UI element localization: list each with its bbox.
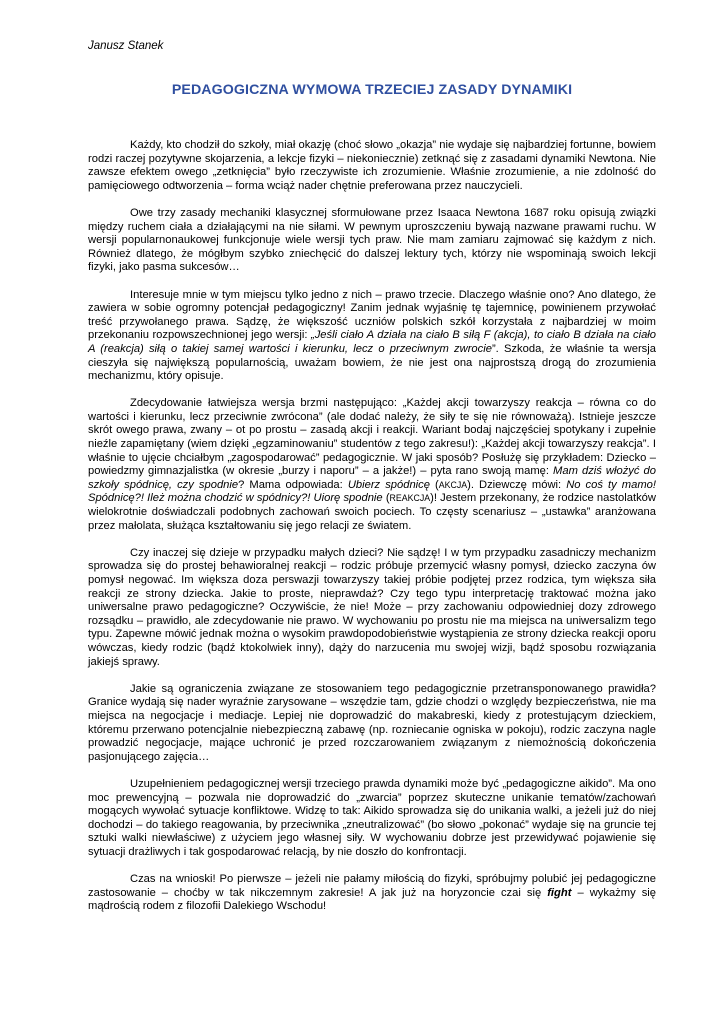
paragraph-4	[88, 397, 656, 533]
text-run: Uzupełnieniem pedagogicznej wersji trzeciego prawda dynamiki może być „pedagogiczne aikido”. Ma ono moc prewencyjną – pozwala nie doprowadzić do „zwarcia” poprzez skuteczne unikanie tematów/zachowań mogących wywołać sytuacje konfliktowe. Widzę to tak: Aikido sprowadza się do unikania walki, a jeżeli już do niej dochodzi – do takiego reagowania, by przeciwnika „zneutralizować” (bo słowo „pokonać” wydaje się na gruncie tej sztuki walki niewłaściwe) z użyciem jego własnej siły. W wychowaniu dobrze jest przewidywać pojawienie się sytuacji drażliwych i tak gospodarować relacją, by nie doszło do konfrontacji.	[88, 777, 656, 858]
text-run: (	[382, 492, 390, 505]
author-name: Janusz Stanek	[88, 40, 164, 52]
text-run: – wykażmy się mądrością rodem z filozofii Dalekiego Wschodu!	[88, 886, 657, 913]
text-run: Każdy, kto chodził do szkoły, miał okazję (choć słowo „okazja” nie wydaje się najbardziej fortunne, bowiem rodzi raczej pozytywne skojarzenia, a lekcje fizyki – niekoniecznie) zetknąć się z zasadami dynamiki Newtona. Nie zawsze efektem owego „zetknięcia” było rzeczywiste ich zrozumienie. Właśnie zrozumienie, a nie zdolność do pamięciowego odtworzenia – forma wciąż nader chętnie preferowana przez nauczycieli.	[88, 139, 656, 192]
text-run: „Jeśli ciało A działa na ciało B siłą F (akcja), to ciało B działa na ciało A (reakcja) siłą o takiej samej wartości i kierunku, lecz o przeciwnym zwrocie	[88, 329, 656, 355]
article-body	[88, 139, 656, 914]
text-run: fight	[547, 886, 572, 899]
paragraph-7	[88, 778, 656, 860]
text-run: Jakie są ograniczenia związane ze stosowaniem tego pedagogicznie przetransponowanego prawidła? Granice wydają się nader wyraźnie zarysowane – wszędzie tam, gdzie chodzi o względy bezpieczeństwa, nie ma miejsca na negocjacje i mediacje. Lepiej nie doprowadzić do makabreski, kiedy z protestującym dzieckiem, któremu przerwano potencjalnie niebezpieczną zabawę (np. rozniecanie ogniska w pokoju), rodzic zaczyna nagle prowadzić negocjacje, mające uchronić je przed rozczarowaniem związanym z niemożnością dokończenia pasjonującego zajęcia…	[88, 682, 656, 763]
text-run: Mam dziś włożyć do szkoły spódnicę, czy spodnie	[88, 465, 656, 491]
text-run: No coś ty mamo! Spódnicę?! Ileż można chodzić w spódnicy?! Uiorę spodnie	[88, 478, 656, 505]
document-title: PEDAGOGICZNA WYMOWA TRZECIEJ ZASADY DYNAMIKI	[171, 82, 573, 98]
text-run: REAKCJA	[389, 493, 431, 504]
text-run: )! Jestem przekonany, że rodzice nastolatków wielokrotnie doświadczali podobnych zachowań swoich pociech. To częsty scenariusz – „ustawka” aranżowana przez małolata, służąca kształtowaniu się jego relacji ze światem.	[88, 492, 656, 532]
text-run: AKCJA	[438, 479, 468, 490]
text-run: Ubierz spódnicę	[347, 478, 430, 491]
paragraph-2	[88, 207, 656, 275]
paragraph-6	[88, 683, 656, 765]
text-run: Czas na wnioski! Po pierwsze – jeżeli nie pałamy miłością do fizyki, spróbujmy polubić jej pedagogiczne zastosowanie – choćby w tak nikczemnym zakresie! A jak już na horyzoncie czai się	[88, 873, 656, 899]
text-run: ”. Szkoda, że właśnie ta wersja cieszyła się największą popularnością, uważam bowiem, że nie jest ona najprostszą drogą do zrozumienia mechanizmu, który opisuje.	[88, 342, 656, 383]
text-run: ). Dziewczę mówi:	[467, 478, 567, 491]
paragraph-1	[88, 139, 656, 193]
paragraph-5	[88, 547, 656, 669]
text-run: (	[429, 478, 439, 491]
text-run: Owe trzy zasady mechaniki klasycznej sformułowane przez Isaaca Newtona 1687 roku opisują związki między ruchem ciała a działającymi na nie siłami. W pewnym uproszczeniu bywają nazwane prawami ruchu. W wersji popularnonaukowej funkcjonuje wiele wersji tych praw. Nie mam zamiaru zajmować się każdym z nich. Również dlatego, że mógłbym szybko zniechęcić do dalszej lektury tych, którzy nie wspominają swoich lekcji fizyki, jako pasma sukcesów…	[88, 206, 656, 274]
text-run: ? Mama odpowiada:	[238, 478, 348, 491]
paragraph-8	[88, 873, 656, 914]
paragraph-3	[88, 289, 656, 384]
text-run: Zdecydowanie łatwiejsza wersja brzmi następująco: „Każdej akcji towarzyszy reakcja – równa co do wartości i kierunku, lecz przeciwnie zwrócona” (ale dodać należy, że siły te się nie równoważą). Istnieje jeszcze skrót owego prawa, zwany – ot po prostu – zasadą akcji i reakcji. Wariant bodaj najczęściej spotykany i zupełnie nieźle zapamiętany (wiem dzięki „egzaminowaniu” studentów z tego zakresu!): „Każdej akcji towarzyszy reakcja”. I właśnie to ujęcie chciałbym „zagospodarować” pedagogicznie. W jaki sposób? Posłużę się przykładem: Dziecko – powiedzmy gimnazjalistka (w okresie „burzy i naporu” – a jakże!) – pyta rano swoją mamę:	[88, 397, 656, 478]
text-run: Czy inaczej się dzieje w przypadku małych dzieci? Nie sądzę! I w tym przypadku zasadniczy mechanizm sprowadza się do prostej behawioralnej reakcji – rodzic próbuje przemycić własny pomysł, dziecko zaczyna ów pomysł negować. Im większa doza perswazji towarzyszy takiej próbie podjętej przez rodzica, tym większa siła reakcji ze strony dziecka. Jakie to proste, nieprawdaż? Czy tego typu interpretację traktować można jako uniwersalne prawo pedagogiczne? Oczywiście, że nie! Może – przy zachowaniu odpowiedniej dozy zdrowego rozsądku – prawidło, ale zdecydowanie nie prawo. W wychowaniu po prostu nie ma miejsca na uniwersalizm tego typu. Zapewne mówić jednak można o wysokim prawdopodobieństwie wystąpienia ze strony dziecka reakcji oporu wówczas, kiedy rodzic (bądź ktokolwiek inny), dąży do narzucenia mu swojej wizji, bądź sposobu rozwiązania jakiejś sprawy.	[88, 546, 656, 668]
document-page	[88, 40, 656, 927]
text-run: Interesuje mnie w tym miejscu tylko jedno z nich – prawo trzecie. Dlaczego właśnie ono? Ano dlatego, że zawiera w sobie ogromny potencjał pedagogiczny! Zanim jednak wyjaśnię tę tajemnicę, powinienem przywołać treść przywołanego prawa. Sądzę, że większość uczniów polskich szkół korzystała z najbardziej w moim przekonaniu rozpowszechnionej jego wersji:	[88, 288, 656, 342]
